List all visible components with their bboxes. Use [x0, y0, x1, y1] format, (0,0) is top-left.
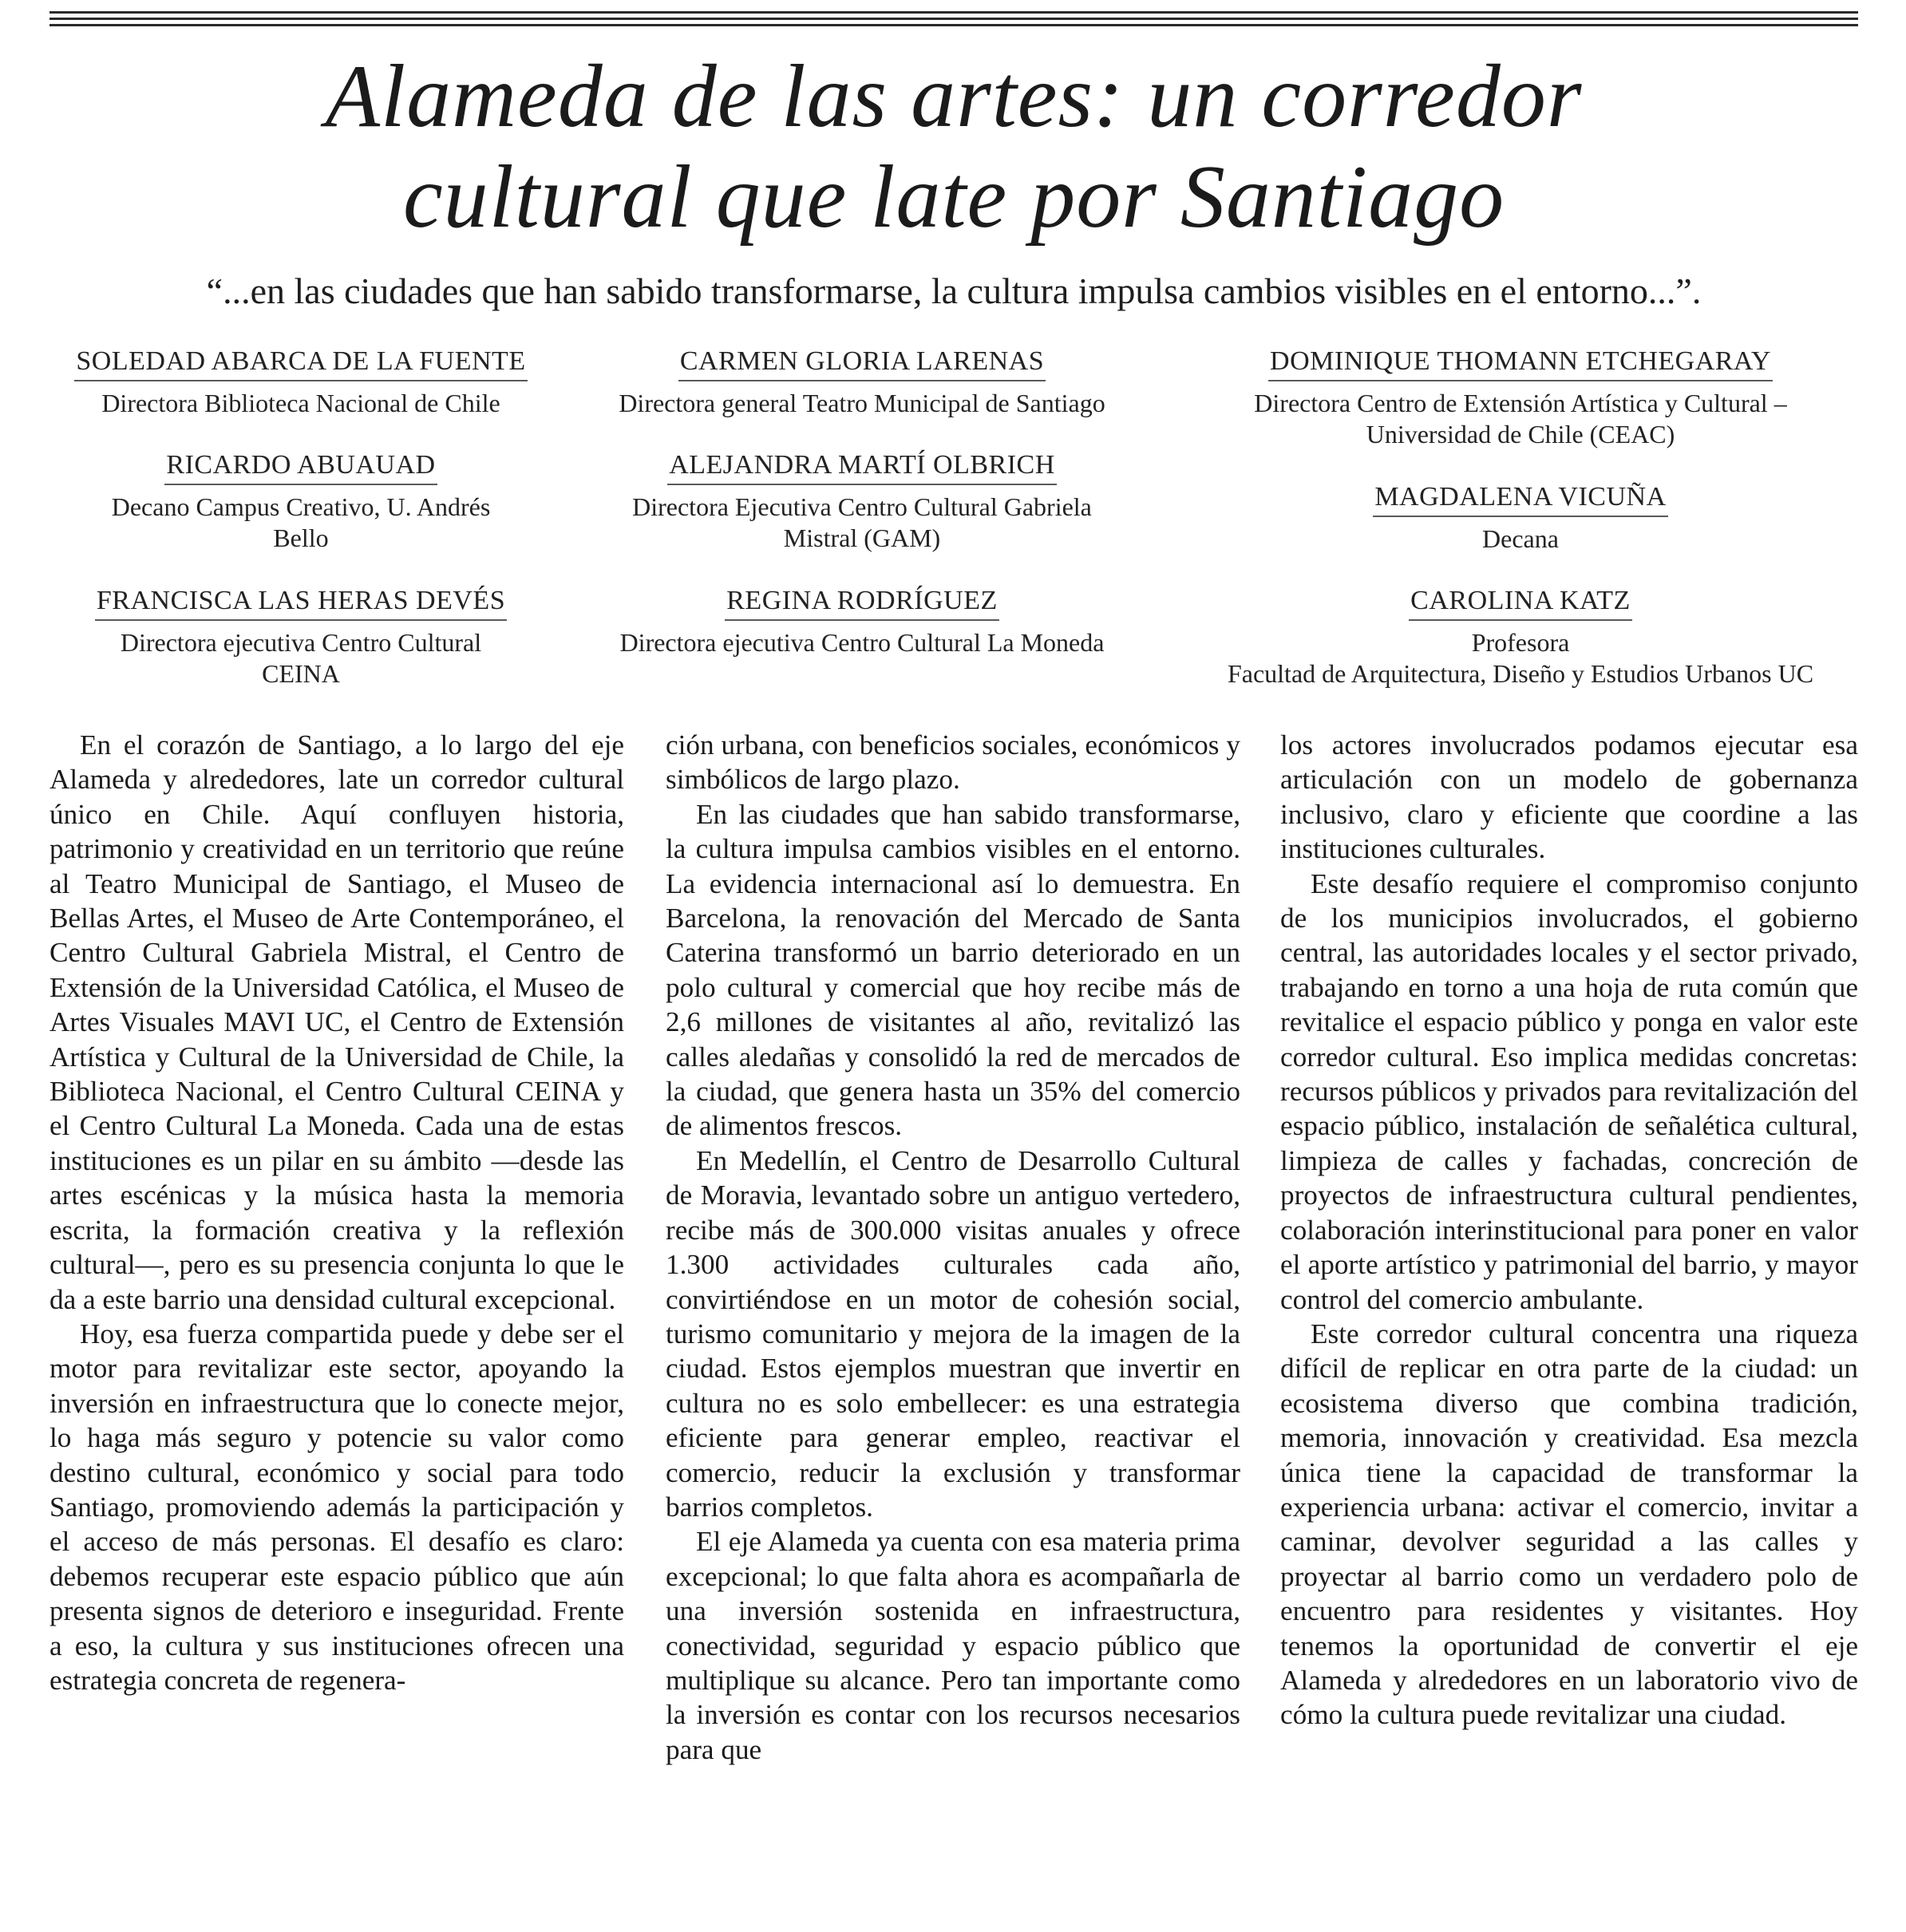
author-entry: [1183, 343, 1858, 450]
author-entry: [583, 343, 1141, 419]
body-paragraph: Este corredor cultural concentra una riqueza difícil de replicar en otra parte de la ciudad: un ecosistema diverso que combina tradición, memoria, innovación y creatividad. Esa mezcla única tiene la capacidad de transformar la experiencia urbana: activar el comercio, invitar a caminar, devolver seguridad a las calles y proyectar al barrio como un verdadero polo de encuentro para residentes y visitantes. Hoy tenemos la oportunidad de convertir el eje Alameda y alrededores en un laboratorio vivo de cómo la cultura puede revitalizar una ciudad.: [1280, 1318, 1858, 1731]
body-column-2: [666, 728, 1240, 1767]
author-role: Directora Centro de Extensión Artística y Cultural – Universidad de Chile (CEAC): [1254, 389, 1787, 448]
author-role: Directora Ejecutiva Centro Cultural Gabriela Mistral (GAM): [632, 492, 1092, 552]
author-role: Decana: [1482, 524, 1559, 553]
body-paragraph: los actores involucrados podamos ejecutar esa articulación con un modelo de gobernanza inclusivo, claro y eficiente que coordine a las instituciones culturales.: [1280, 729, 1858, 865]
headline: [49, 46, 1858, 247]
author-entry: [583, 447, 1141, 554]
body-paragraph: En el corazón de Santiago, a lo largo del eje Alameda y alrededores, late un corredor cultural único en Chile. Aquí confluyen historia, patrimonio y creatividad en un territorio que reúne al Teatro Municipal de Santiago, el Museo de Bellas Artes, el Museo de Arte Contemporáneo, el Centro Cultural Gabriela Mistral, el Centro de Extensión de la Universidad Católica, el Museo de Artes Visuales MAVI UC, el Centro de Extensión Artística y Cultural de la Universidad de Chile, la Biblioteca Nacional, el Centro Cultural CEINA y el Centro Cultural La Moneda. Cada una de estas instituciones es un pilar en su ámbito —desde las artes escénicas y la música hasta la memoria escrita, la formación creativa y la reflexión cultural—, pero es su presencia conjunta lo que le da a este barrio una densidad cultural excepcional.: [49, 729, 624, 1315]
body-column-3: [1280, 728, 1858, 1732]
author-name: SOLEDAD ABARCA DE LA FUENTE: [74, 343, 527, 381]
body-paragraph: Este desafío requiere el compromiso conjunto de los municipios involucrados, el gobierno central, las autoridades locales y el sector privado, trabajando en torno a una hoja de ruta común que revitalice el espacio público y ponga en valor este corredor cultural. Eso implica medidas concretas: recursos públicos y privados para revitalización del espacio público, instalación de señalética cultural, limpieza de calles y fachadas, concreción de proyectos de infraestructura cultural pendientes, colaboración interinstitucional para poner en valor el aporte artístico y patrimonial del barrio, y mayor control del comercio ambulante.: [1280, 867, 1858, 1315]
author-name: CAROLINA KATZ: [1409, 583, 1632, 621]
author-name: REGINA RODRÍGUEZ: [725, 583, 998, 621]
author-name: MAGDALENA VICUÑA: [1373, 479, 1667, 517]
body-paragraph: ción urbana, con beneficios sociales, económicos y simbólicos de largo plazo.: [666, 729, 1240, 796]
author-name: DOMINIQUE THOMANN ETCHEGARAY: [1268, 343, 1773, 381]
headline-line-1: Alameda de las artes: un corredor: [325, 47, 1583, 146]
headline-line-2: cultural que late por Santiago: [402, 148, 1505, 247]
author-role: Directora ejecutiva Centro Cultural CEINA: [120, 628, 482, 688]
body-column-1: [49, 728, 624, 1697]
author-block: [49, 343, 1858, 710]
author-role: Directora Biblioteca Nacional de Chile: [101, 389, 500, 417]
author-entry: [1183, 479, 1858, 555]
author-role: Directora general Teatro Municipal de Santiago: [619, 389, 1105, 417]
author-role-secondary: Facultad de Arquitectura, Diseño y Estudios Urbanos UC: [1227, 659, 1814, 688]
author-role: Directora ejecutiva Centro Cultural La Moneda: [619, 628, 1105, 657]
author-name: RICARDO ABUAUAD: [164, 447, 437, 485]
author-name: FRANCISCA LAS HERAS DEVÉS: [95, 583, 507, 621]
author-role: Decano Campus Creativo, U. Andrés Bello: [111, 492, 491, 552]
body-paragraph: Hoy, esa fuerza compartida puede y debe ser el motor para revitalizar este sector, apoyando la inversión en infraestructura que lo conecte mejor, lo haga más seguro y potencie su valor como destino cultural, económico y social para todo Santiago, promoviendo además la participación y el acceso de más personas. El desafío es claro: debemos recuperar este espacio público que aún presenta signos de deterioro e inseguridad. Frente a eso, la cultura y sus instituciones ofrecen una estrategia concreta de regenera-: [49, 1318, 624, 1696]
author-entry: [1183, 583, 1858, 689]
body-paragraph: En las ciudades que han sabido transformarse, la cultura impulsa cambios visibles en el entorno. La evidencia internacional así lo demuestra. En Barcelona, la renovación del Mercado de Santa Caterina transformó un barrio deteriorado en un polo cultural y comercial que hoy recibe más de 2,6 millones de visitantes al año, revitalizó las calles aledañas y consolidó la red de mercados de la ciudad, que genera hasta un 35% del comercio de alimentos frescos.: [666, 798, 1240, 1142]
top-rule-second: [49, 18, 1858, 20]
author-role: Profesora: [1471, 628, 1570, 657]
author-entry: [49, 583, 552, 689]
top-rule: [49, 11, 1858, 14]
author-name: CARMEN GLORIA LARENAS: [678, 343, 1046, 381]
author-entry: [49, 447, 552, 554]
pull-quote: “...en las ciudades que han sabido transformarse, la cultura impulsa cambios visibles en el entorno...”.: [206, 271, 1702, 311]
top-rule-third: [49, 24, 1858, 26]
body-paragraph: El eje Alameda ya cuenta con esa materia prima excepcional; lo que falta ahora es acompañarla de una inversión sostenida en infraestructura, conectividad, seguridad y espacio público que multiplique su alcance. Pero tan importante como la inversión es contar con los recursos necesarios para que: [666, 1526, 1240, 1765]
author-name: ALEJANDRA MARTÍ OLBRICH: [667, 447, 1057, 485]
author-entry: [49, 343, 552, 419]
body-paragraph: En Medellín, el Centro de Desarrollo Cultural de Moravia, levantado sobre un antiguo vertedero, recibe más de 300.000 visitas anuales y ofrece 1.300 actividades culturales cada año, convirtiéndose en un motor de cohesión social, turismo comunitario y mejora de la imagen de la ciudad. Estos ejemplos muestran que invertir en cultura no es solo embellecer: es una estrategia eficiente para generar empleo, reactivar el comercio, reducir la exclusión y transformar barrios completos.: [666, 1144, 1240, 1523]
author-entry: [583, 583, 1141, 658]
